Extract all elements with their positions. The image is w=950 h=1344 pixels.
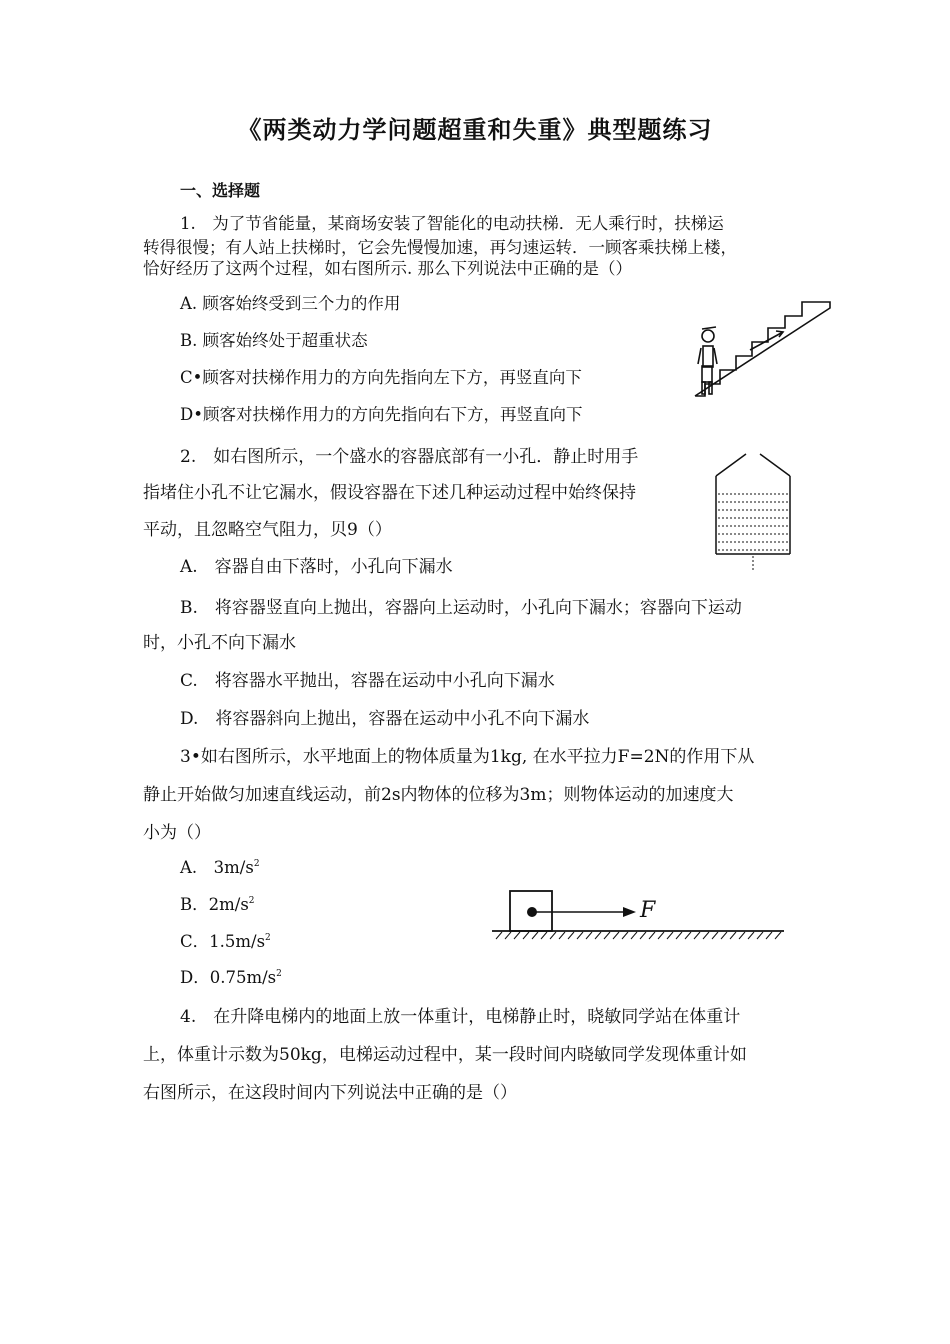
q1-option-c: C•顾客对扶梯作用力的方向先指向左下方，再竖直向下	[180, 368, 582, 387]
q2-line-3: 平动，且忽略空气阻力，贝9（）	[143, 520, 392, 540]
q1-option-d: D•顾客对扶梯作用力的方向先指向右下方，再竖直向下	[180, 405, 583, 424]
q2-option-a: A. 容器自由下落时，小孔向下漏水	[180, 557, 453, 577]
q3-line-3: 小为（）	[143, 823, 211, 843]
block-force-figure	[488, 885, 788, 945]
q4-line-3: 右图所示，在这段时间内下列说法中正确的是（）	[143, 1083, 517, 1103]
q2-option-d: D. 将容器斜向上抛出，容器在运动中小孔不向下漏水	[180, 709, 590, 729]
q4-line-1: 4. 在升降电梯内的地面上放一体重计，电梯静止时，晓敏同学站在体重计	[180, 1007, 741, 1027]
q3-option-a: A. $3m/s^2$	[180, 858, 260, 877]
water-container-figure	[708, 450, 798, 574]
q3-line-2: 静止开始做匀加速直线运动，前2s内物体的位移为3m；则物体运动的加速度大	[143, 785, 734, 805]
q2-option-b: B. 将容器竖直向上抛出，容器向上运动时，小孔向下漏水；容器向下运动	[180, 598, 742, 618]
q1-line-1: 1. 为了节省能量，某商场安装了智能化的电动扶梯．无人乘行时，扶梯运	[180, 214, 724, 233]
q2-line-1: 2. 如右图所示，一个盛水的容器底部有一小孔．静止时用手	[180, 447, 639, 467]
q1-line-2: 转得很慢；有人站上扶梯时，它会先慢慢加速，再匀速运转．一顾客乘扶梯上楼，	[143, 238, 737, 257]
q2-option-b-cont: 时，小孔不向下漏水	[143, 633, 296, 653]
q3-option-d: D．$0.75m/s^2$	[180, 968, 282, 987]
q3-line-1: 3•如右图所示，水平地面上的物体质量为1kg, 在水平拉力F=2N的作用下从	[180, 747, 755, 767]
q1-option-b: B. 顾客始终处于超重状态	[180, 331, 368, 350]
escalator-figure	[690, 298, 835, 400]
q2-line-2: 指堵住小孔不让它漏水，假设容器在下述几种运动过程中始终保持	[143, 483, 636, 503]
q4-line-2: 上，体重计示数为50kg，电梯运动过程中，某一段时间内晓敏同学发现体重计如	[143, 1045, 747, 1065]
page-title: 《两类动力学问题超重和失重》典型题练习	[237, 116, 713, 144]
section-heading: 一、选择题	[180, 181, 261, 200]
q1-line-3: 恰好经历了这两个过程，如右图所示. 那么下列说法中正确的是（）	[143, 259, 632, 278]
q3-option-b: B．$2m/s^2$	[180, 895, 255, 914]
force-label: F	[640, 898, 656, 923]
q1-option-a: A. 顾客始终受到三个力的作用	[180, 294, 401, 313]
q2-option-c: C. 将容器水平抛出，容器在运动中小孔向下漏水	[180, 671, 555, 691]
q3-option-c: C．$1.5m/s^2$	[180, 932, 271, 951]
